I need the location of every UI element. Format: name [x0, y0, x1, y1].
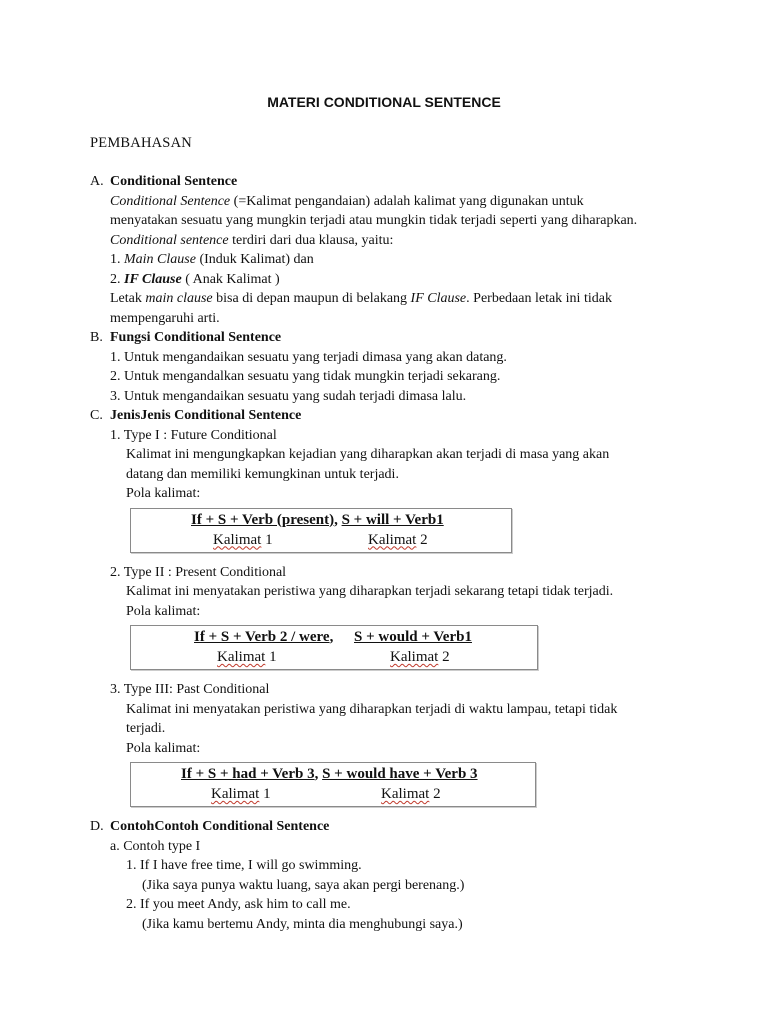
paragraph-line: menyatakan sesuatu yang mungkin terjadi atau mungkin tidak terjadi seperti yang diharapkan.: [110, 213, 638, 228]
paragraph: [90, 231, 690, 251]
formula: [131, 764, 478, 784]
formula-row: [131, 627, 537, 647]
italic-term: Conditional Sentence: [110, 193, 231, 209]
text: Kalimat: [390, 649, 439, 665]
list-number: 1.: [110, 349, 121, 365]
formula-box: [130, 508, 512, 553]
formula: [354, 627, 472, 647]
formula-box: [130, 762, 536, 807]
section-title-text: ContohContoh Conditional Sentence: [110, 819, 330, 834]
list-letter: a.: [110, 838, 120, 854]
formula-right: S + will + Verb1: [341, 511, 444, 528]
list-number: 1.: [110, 427, 121, 443]
formula: [131, 627, 354, 647]
text: 1: [261, 531, 273, 548]
list-number: 2.: [126, 897, 137, 912]
type-heading: [90, 563, 690, 583]
formula-row: [131, 764, 535, 784]
formula-separator: ,: [329, 629, 334, 645]
formula-left: If + S + had + Verb 3: [181, 766, 315, 782]
text: Kalimat: [368, 531, 417, 548]
formula-labels: [131, 784, 535, 804]
document-title: MATERI CONDITIONAL SENTENCE: [267, 94, 501, 110]
pola-label: Pola kalimat:: [126, 603, 201, 619]
paragraph: [90, 289, 690, 309]
formula-right: S + would + Verb1: [354, 629, 472, 645]
text: ( Anak Kalimat ): [181, 271, 280, 287]
example-english: If you meet Andy, ask him to call me.: [140, 897, 351, 912]
document-content: [90, 172, 690, 934]
clause-label-2: [368, 530, 428, 550]
formula-right: S + would have + Verb 3: [322, 766, 478, 782]
text: Kalimat: [381, 786, 430, 802]
type-heading: [90, 680, 690, 700]
pola-label: Pola kalimat:: [126, 486, 201, 501]
italic-term: IF Clause: [410, 291, 467, 306]
section-letter: D.: [90, 819, 104, 834]
example-item: [90, 856, 690, 876]
clause-label-2: [381, 784, 441, 804]
text: Letak: [110, 291, 146, 306]
list-item: [90, 348, 690, 368]
formula-left: If + S + Verb (present): [191, 511, 335, 528]
formula-box: [130, 625, 538, 670]
section-a-title: [90, 172, 690, 192]
text: (=Kalimat pengandaian) adalah kalimat yang digunakan untuk: [230, 193, 584, 209]
list-number: 1.: [110, 252, 121, 267]
text: 1: [259, 786, 271, 802]
list-number: 1.: [126, 858, 137, 873]
paragraph-line: mempengaruhi arti.: [110, 310, 220, 326]
section-c-title: [90, 406, 690, 426]
example-translation: (Jika saya punya waktu luang, saya akan pergi berenang.): [142, 877, 465, 893]
formula-separator: ,: [334, 511, 342, 528]
type-heading: [90, 426, 690, 446]
clause-label-1: [131, 784, 381, 804]
list-number: 2.: [110, 271, 121, 287]
text: (Induk Kalimat) dan: [195, 252, 314, 267]
section-c: [90, 406, 690, 807]
text: Kalimat: [213, 531, 262, 548]
section-b-title: [90, 328, 690, 348]
subsection-heading: [90, 837, 690, 857]
formula: [131, 510, 444, 530]
paragraph: [90, 192, 690, 212]
section-b: [90, 328, 690, 406]
formula-separator: ,: [314, 766, 323, 782]
text: . Perbedaan letak ini tidak: [466, 291, 612, 306]
text: Untuk mengandaikan sesuatu yang terjadi dimasa yang akan datang.: [124, 349, 507, 365]
italic-term: Conditional sentence: [110, 232, 229, 248]
text: bisa di depan maupun di belakang: [212, 291, 411, 306]
list-item: [90, 270, 690, 290]
section-letter: C.: [90, 408, 103, 423]
text: Contoh type I: [123, 838, 201, 854]
text: 2: [438, 649, 450, 665]
type-description: Kalimat ini menyatakan peristiwa yang diharapkan terjadi sekarang tetapi tidak terjadi.: [126, 584, 614, 599]
text: 1: [265, 649, 277, 665]
type-description: Kalimat ini menyatakan peristiwa yang diharapkan terjadi di waktu lampau, tetapi tidak: [126, 701, 618, 717]
list-number: 2.: [110, 564, 121, 580]
list-item: [90, 250, 690, 270]
text: terdiri dari dua klausa, yaitu:: [228, 232, 394, 248]
clause-label-2: [390, 647, 450, 667]
text: 2: [429, 786, 441, 802]
text: Type II : Present Conditional: [123, 564, 287, 580]
clause-label-1: [131, 647, 390, 667]
section-letter: B.: [90, 330, 103, 345]
text: Type I : Future Conditional: [123, 427, 277, 443]
list-number: 2.: [110, 369, 121, 384]
type-description: terjadi.: [126, 721, 166, 736]
italic-term: main clause: [145, 291, 213, 306]
section-title-text: JenisJenis Conditional Sentence: [110, 408, 302, 423]
list-number: 3.: [110, 682, 121, 697]
formula-labels: [131, 647, 537, 667]
formula-row: [131, 510, 511, 530]
bold-italic-term: IF Clause: [124, 271, 182, 287]
clause-label-1: [131, 530, 368, 550]
text: 2: [416, 531, 428, 548]
text: Untuk mengandaikan sesuatu yang sudah terjadi dimasa lalu.: [124, 388, 467, 404]
example-english: If I have free time, I will go swimming.: [140, 858, 362, 873]
example-item: [90, 895, 690, 915]
section-letter: A.: [90, 174, 104, 189]
example-translation: (Jika kamu bertemu Andy, minta dia menghubungi saya.): [142, 916, 463, 932]
section-d: [90, 817, 690, 934]
text: Kalimat: [211, 786, 260, 802]
text: Untuk mengandalkan sesuatu yang tidak mungkin terjadi sekarang.: [124, 369, 501, 384]
text: Type III: Past Conditional: [123, 682, 270, 697]
type-description: datang dan memiliki kemungkinan untuk terjadi.: [126, 466, 399, 482]
section-d-title: [90, 817, 690, 837]
list-item: [90, 367, 690, 387]
type-description: Kalimat ini mengungkapkan kejadian yang diharapkan akan terjadi di masa yang akan: [126, 447, 610, 462]
list-number: 3.: [110, 388, 121, 404]
pola-label: Pola kalimat:: [126, 740, 201, 756]
text: Kalimat: [217, 649, 266, 665]
formula-labels: [131, 530, 511, 550]
section-title-text: Conditional Sentence: [110, 174, 238, 189]
formula-left: If + S + Verb 2 / were: [194, 629, 330, 645]
section-a: [90, 172, 690, 328]
italic-term: Main Clause: [124, 252, 196, 267]
section-heading: PEMBAHASAN: [90, 135, 192, 151]
list-item: [90, 387, 690, 407]
section-title-text: Fungsi Conditional Sentence: [110, 330, 282, 345]
